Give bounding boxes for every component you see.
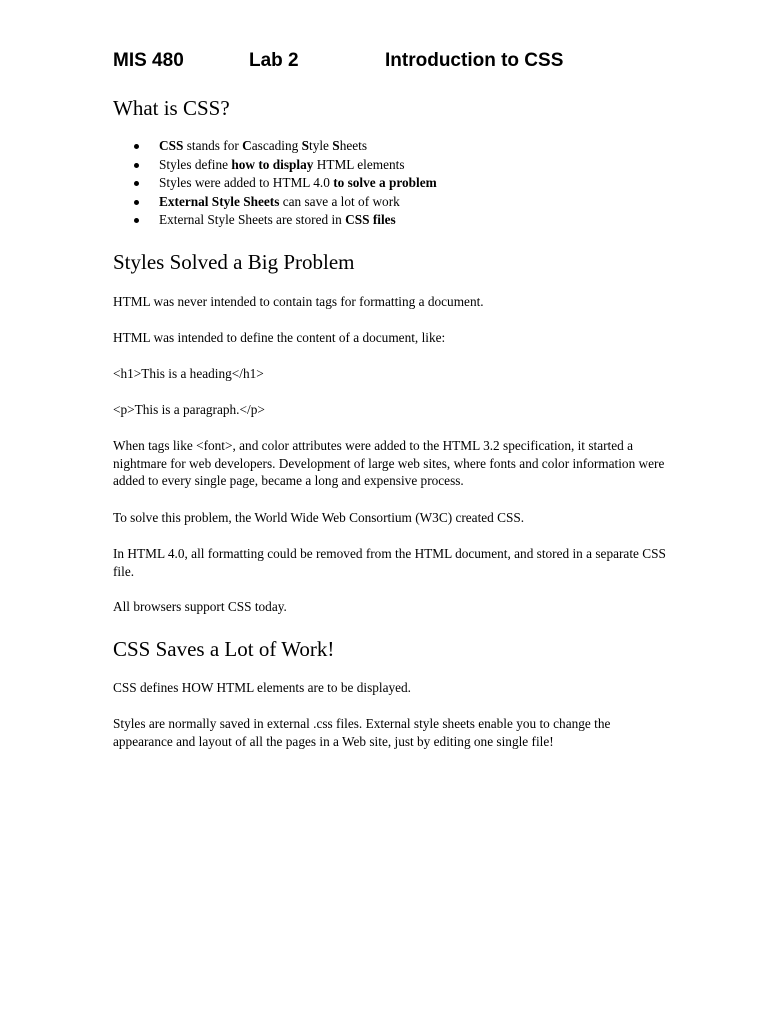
bullet-icon <box>134 163 139 168</box>
text: HTML elements <box>313 156 405 172</box>
section-heading-styles-solved: Styles Solved a Big Problem <box>113 250 355 274</box>
text: External Style Sheets are stored in <box>159 212 346 227</box>
bullet-item <box>113 193 437 212</box>
code-example-paragraph: <p>This is a paragraph.</p> <box>113 402 265 417</box>
bullet-icon <box>134 144 139 149</box>
lab-topic: Introduction to CSS <box>385 50 564 71</box>
bullet-icon <box>134 181 139 186</box>
course-code: MIS 480 <box>113 50 184 71</box>
text: stands for <box>183 138 243 153</box>
paragraph: All browsers support CSS today. <box>113 599 287 614</box>
bold-text: C <box>242 138 252 153</box>
text: tyle <box>309 138 333 153</box>
paragraph: HTML was never intended to contain tags for formatting a document. <box>113 294 484 309</box>
bullet-icon <box>134 218 139 223</box>
bold-text: External Style Sheets <box>159 193 280 209</box>
paragraph: In HTML 4.0, all formatting could be removed from the HTML document, and stored in a separate CSS file. <box>113 546 666 579</box>
bold-text: S <box>332 138 340 153</box>
text: ascading <box>251 138 302 153</box>
bullet-icon <box>134 200 139 205</box>
section-heading-css-saves-work: CSS Saves a Lot of Work! <box>113 637 335 661</box>
bullet-item <box>113 156 437 175</box>
paragraph: When tags like <font>, and color attributes were added to the HTML 3.2 specification, it started a nightmare for web developers. Development of large web sites, where fonts and color information were added to every single page, became a long and expensive process. <box>113 438 665 488</box>
bullet-list <box>113 137 437 230</box>
bold-text: CSS <box>159 138 184 153</box>
bullet-item <box>113 174 437 193</box>
text: can save a lot of work <box>279 193 400 209</box>
paragraph: HTML was intended to define the content of a document, like: <box>113 330 446 345</box>
lab-number: Lab 2 <box>249 50 299 71</box>
bold-text: S <box>301 138 310 153</box>
paragraph: To solve this problem, the World Wide Web Consortium (W3C) created CSS. <box>113 510 525 525</box>
paragraph: CSS defines HOW HTML elements are to be displayed. <box>113 680 412 695</box>
bullet-item <box>113 137 437 156</box>
bold-text: to solve a problem <box>333 175 437 190</box>
bold-text: CSS files <box>345 212 396 227</box>
bold-text: how to display <box>231 156 314 172</box>
paragraph: Styles are normally saved in external .css files. External style sheets enable you to change the appearance and layout of all the pages in a Web site, just by editing one single file! <box>113 716 611 749</box>
text: Styles define <box>159 156 232 172</box>
code-example-heading: <h1>This is a heading</h1> <box>113 366 264 381</box>
bullet-item <box>113 211 437 230</box>
text: heets <box>339 138 368 153</box>
text: Styles were added to HTML 4.0 <box>159 175 334 190</box>
section-heading-what-is-css: What is CSS? <box>113 96 230 120</box>
document-header <box>113 50 673 76</box>
